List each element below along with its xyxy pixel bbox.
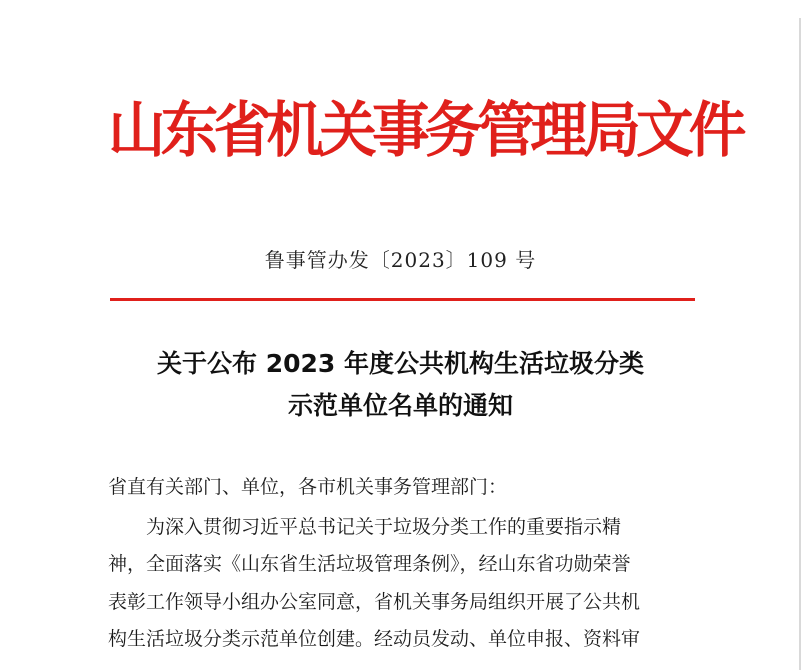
body-line-1: 为深入贯彻习近平总书记关于垃圾分类工作的重要指示精 bbox=[146, 516, 622, 538]
body-line-2: 神，全面落实《山东省生活垃圾管理条例》，经山东省功勋荣誉 bbox=[108, 553, 631, 575]
document-number: 鲁事管办发〔2023〕109 号 bbox=[264, 248, 537, 272]
body-line-3: 表彰工作领导小组办公室同意，省机关事务局组织开展了公共机 bbox=[108, 591, 641, 613]
body-line-4: 构生活垃圾分类示范单位创建。经动员发动、单位申报、资料审 bbox=[108, 628, 641, 650]
red-divider bbox=[110, 298, 695, 301]
notice-title-line-2: 示范单位名单的通知 bbox=[287, 391, 513, 420]
notice-title-line-1: 关于公布 2023 年度公共机构生活垃圾分类 bbox=[157, 349, 644, 378]
addressee: 省直有关部门、单位，各市机关事务管理部门： bbox=[108, 476, 508, 498]
issuer-title: 山东省机关事务管理局文件 bbox=[108, 96, 742, 166]
